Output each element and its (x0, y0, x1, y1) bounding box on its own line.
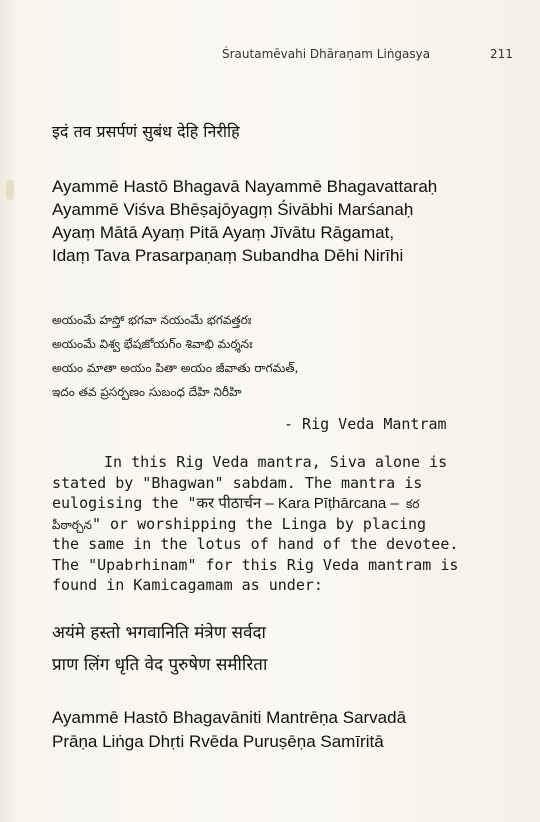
upabrhinam-translit-block (52, 706, 406, 754)
paragraph-text: " or worshipping the Linga by placing (91, 514, 427, 533)
mantra-telugu-line: అయం మాతా అయం పితా అయం జీవాతు రాగమత్, (52, 361, 299, 375)
kara-pitharcana-term: कर पीठार्चन – Kara Pīṭhārcana – (196, 495, 399, 512)
body-paragraph (52, 452, 504, 596)
mantra-translit-line: Ayammē Viśva Bhēṣajōyagṃ Śivābhi Marśanaḥ (52, 200, 414, 219)
paragraph-line (52, 514, 504, 535)
paragraph-line (52, 493, 504, 514)
paragraph-line: stated by "Bhagwan" sabdam. The mantra is (52, 473, 423, 492)
running-title: Śrautamēvahi Dhāraṇam Liṅgasya (222, 47, 431, 61)
paragraph-line: In this Rig Veda mantra, Siva alone is (104, 453, 448, 471)
paragraph-line: the same in the lotus of hand of the devotee. (52, 535, 459, 553)
mantra-telugu-line: అయంమే హస్తో భగవా నయంమే భగవత్తరః (52, 313, 252, 327)
telugu-term: పీఠార్చన (52, 517, 92, 532)
paragraph-text: eulogising the " (52, 494, 197, 512)
upabrhinam-devanagari-line: प्राण लिंग धृति वेद पुरुषेण समीरिता (52, 655, 268, 675)
upabrhinam-translit-line: Ayammē Hastō Bhagavāniti Mantrēṇa Sarvadā (52, 708, 407, 727)
mantra-translit-line: Ayaṃ Mātā Ayaṃ Pitā Ayaṃ Jīvātu Rāgamat, (52, 223, 395, 242)
paragraph-line: The "Upabrhinam" for this Rig Veda mantram is (52, 555, 459, 574)
mantra-telugu-block (52, 310, 298, 406)
paragraph-line: found in Kamicagamam as under: (52, 576, 323, 594)
page-number: 211 (490, 47, 513, 61)
mantra-telugu-line: అయంమే విశ్వ భేషజోయగ్ం శివాభి మర్శనః (52, 337, 253, 351)
mantra-translit-line: Ayammē Hastō Bhagavā Nayammē Bhagavattaraḥ (52, 177, 438, 196)
mantra-translit-block (52, 175, 437, 267)
mantra-telugu-line: ఇదం తవ ప్రసర్పణం సుబంధ దేహి నిరీహి (52, 385, 242, 399)
mantra-devanagari-line: इदं तव प्रसर्पणं सुबंध देहि निरीहि (52, 122, 240, 141)
upabrhinam-translit-line: Prāṇa Liṅga Dhṛti Rvēda Puruṣēṇa Samīritā (52, 732, 384, 751)
page-stain (6, 180, 14, 200)
mantra-attribution: - Rig Veda Mantram (284, 415, 447, 433)
telugu-term: కర (398, 497, 420, 511)
upabrhinam-devanagari-line: अयंमे हस्तो भगवानिति मंत्रेण सर्वदा (52, 623, 266, 643)
mantra-translit-line: Idaṃ Tava Prasarpaṇaṃ Subandha Dēhi Nirīhi (52, 246, 404, 265)
